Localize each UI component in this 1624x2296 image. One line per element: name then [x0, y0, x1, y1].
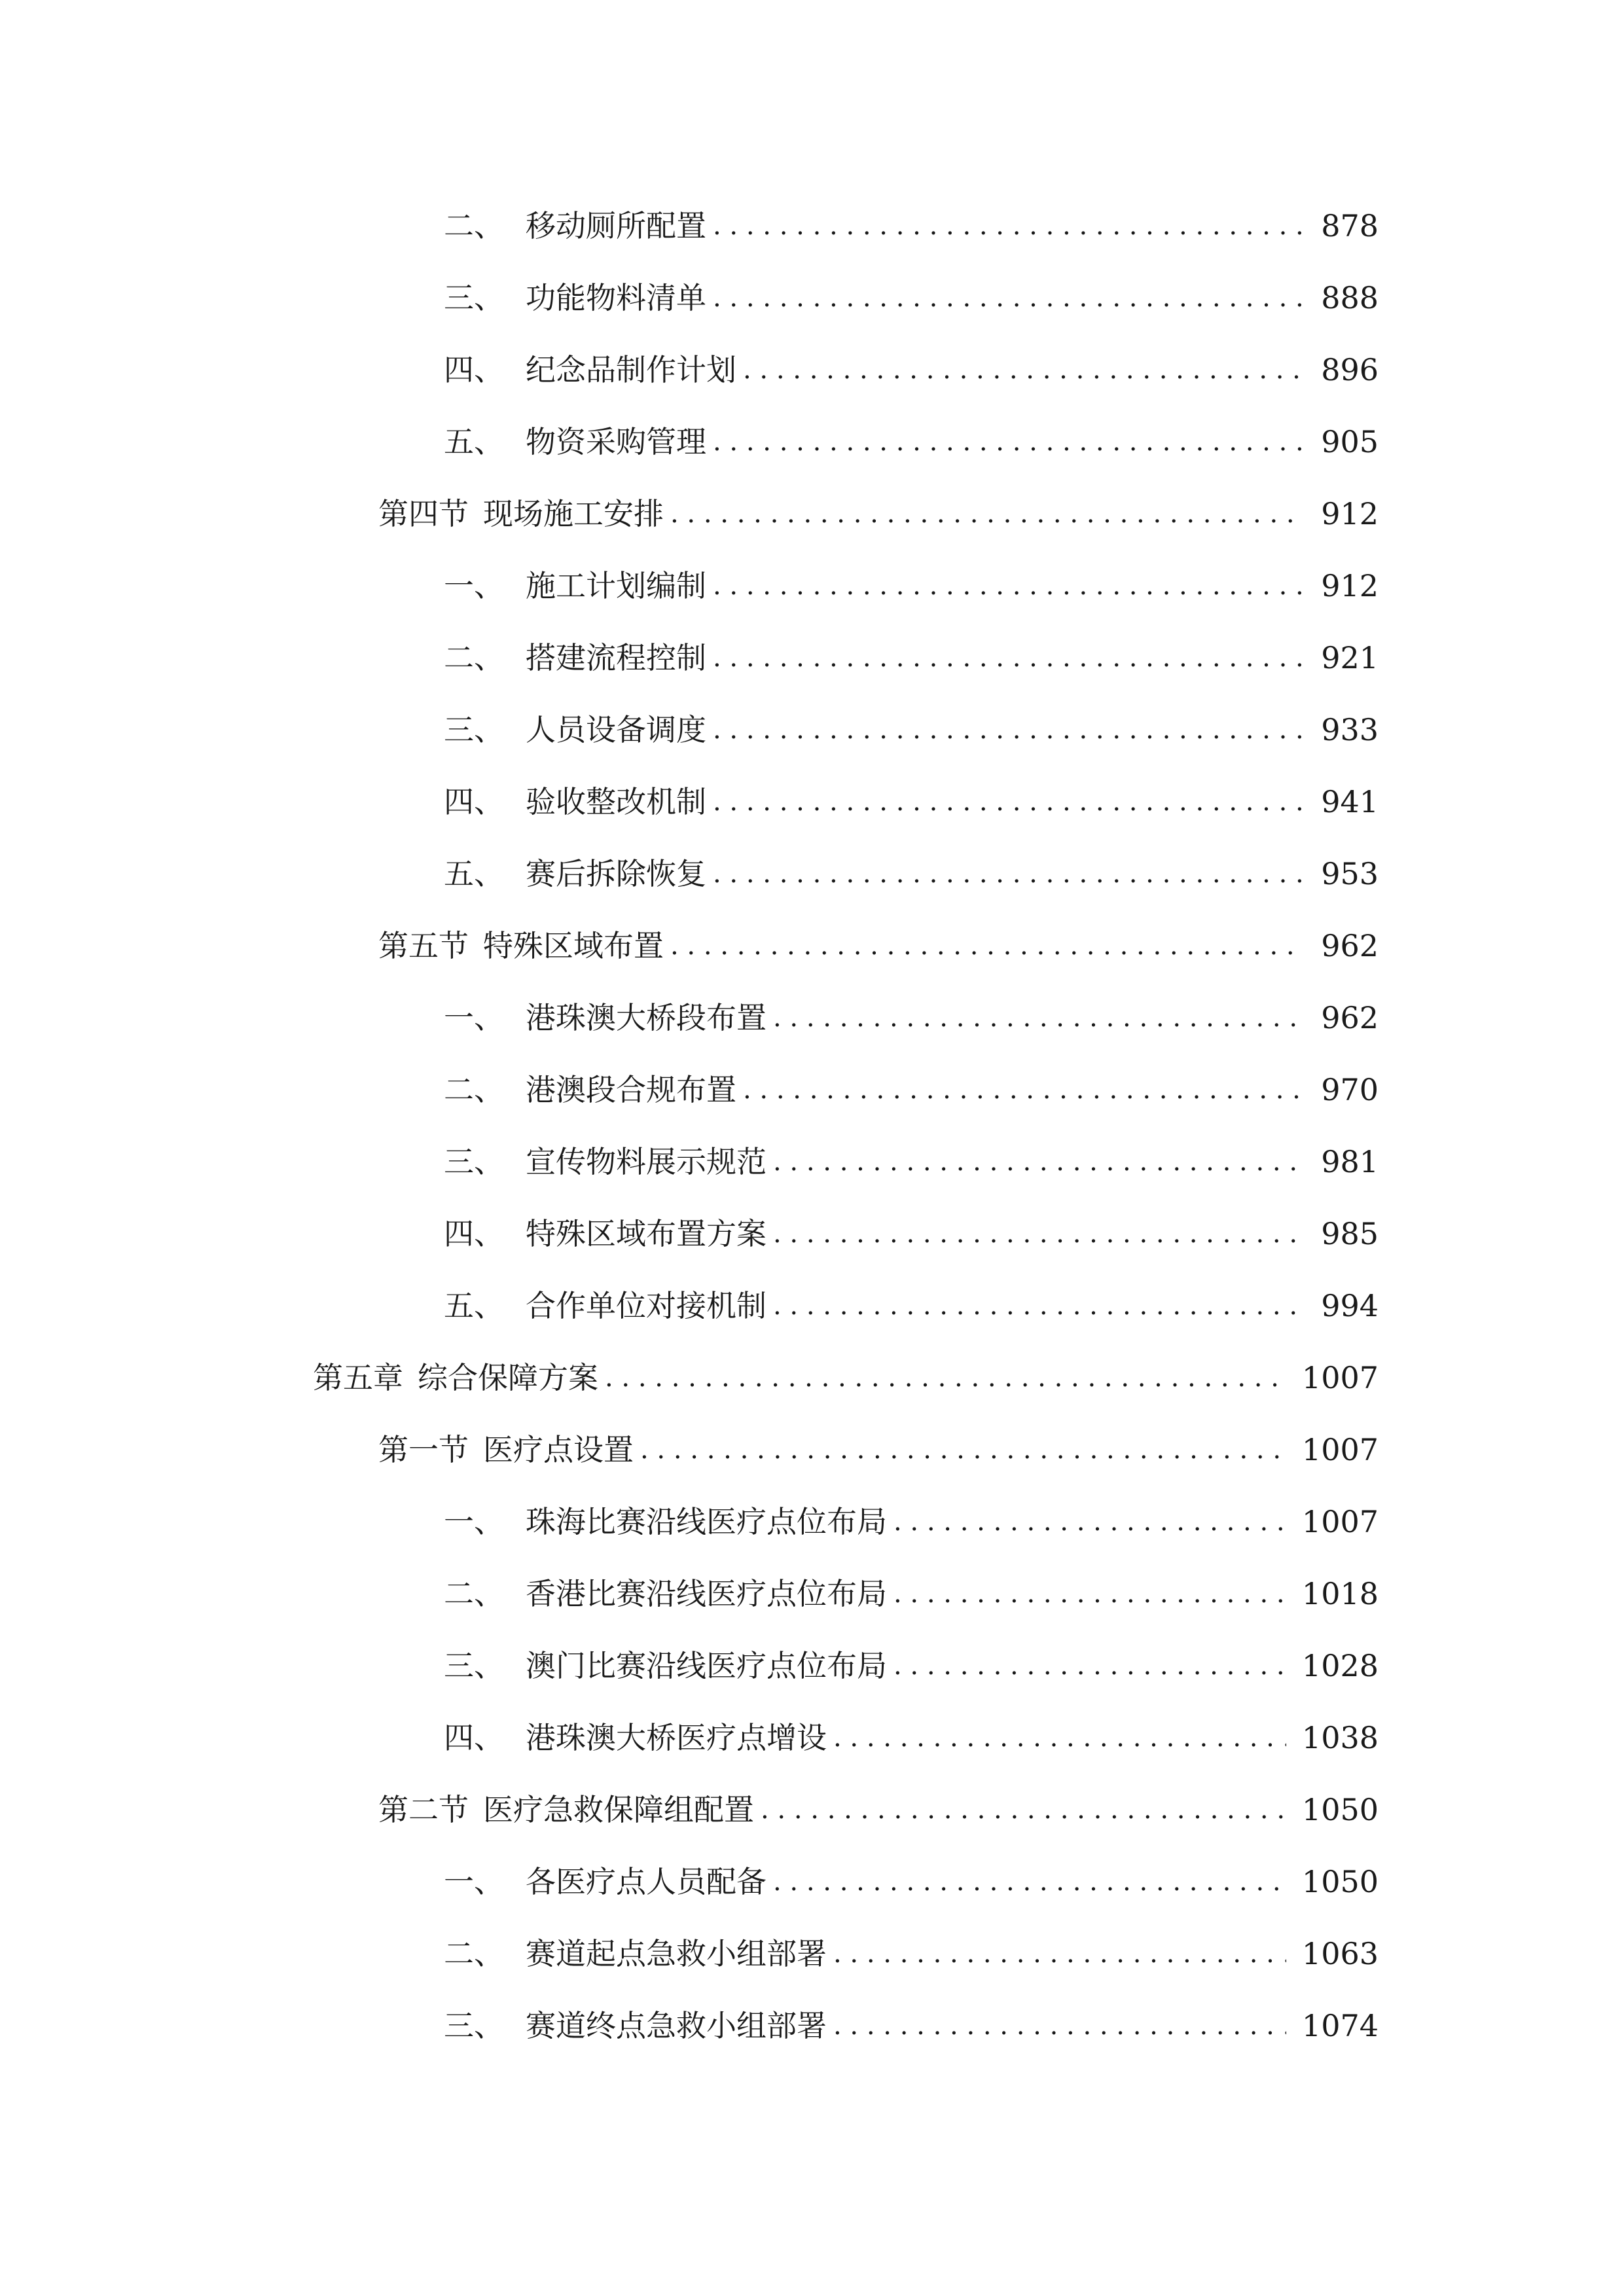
toc-entry-page: 1007 [1301, 1360, 1379, 1395]
toc-entry[interactable] [444, 1859, 1379, 1905]
toc-entry-title: 功能物料清单 [526, 280, 706, 315]
dot-leader [640, 1427, 1286, 1473]
dot-leader [713, 203, 1305, 249]
dot-leader [893, 1643, 1286, 1689]
dot-leader [713, 563, 1305, 609]
toc-entry-title: 各医疗点人员配备 [526, 1864, 767, 1899]
dot-leader [773, 1211, 1305, 1257]
dot-leader [833, 1715, 1286, 1761]
toc-entry-title: 珠海比赛沿线医疗点位布局 [526, 1504, 887, 1539]
toc-entry-title: 施工计划编制 [526, 568, 706, 603]
toc-entry-page: 994 [1321, 1288, 1379, 1323]
toc-entry-page: 1018 [1301, 1576, 1379, 1611]
toc-entry-number: 五、 [444, 856, 504, 891]
toc-entry-number: 第一节 [378, 1432, 469, 1467]
dot-leader [893, 1571, 1286, 1617]
toc-entry-number: 四、 [444, 1216, 504, 1251]
dot-leader [713, 635, 1305, 681]
toc-entry-page: 933 [1321, 712, 1379, 747]
toc-entry-title: 港珠澳大桥医疗点增设 [526, 1720, 827, 1755]
toc-entry-page: 905 [1321, 424, 1379, 459]
toc-entry-number: 一、 [444, 1864, 504, 1899]
dot-leader [773, 1859, 1286, 1905]
toc-entry-title: 验收整改机制 [526, 784, 706, 819]
toc-section-entry[interactable] [378, 1427, 1379, 1473]
toc-entry-title: 港澳段合规布置 [526, 1072, 736, 1107]
toc-entry-number: 五、 [444, 1288, 504, 1323]
toc-entry-page: 953 [1321, 856, 1379, 891]
toc-entry-page: 921 [1321, 640, 1379, 675]
toc-entry-number: 二、 [444, 1936, 504, 1971]
dot-leader [713, 275, 1305, 321]
toc-entry-number: 第二节 [378, 1792, 469, 1827]
dot-leader [743, 347, 1305, 393]
toc-entry[interactable] [444, 1139, 1379, 1185]
toc-entry-number: 第四节 [378, 496, 469, 531]
toc-entry-page: 1063 [1301, 1936, 1379, 1971]
toc-entry-number: 第五节 [378, 928, 469, 963]
dot-leader [713, 707, 1305, 753]
toc-entry-number: 五、 [444, 424, 504, 459]
toc-entry-number: 四、 [444, 784, 504, 819]
toc-entry[interactable] [444, 1499, 1379, 1545]
dot-leader [670, 923, 1305, 969]
toc-entry-title: 赛道终点急救小组部署 [526, 2008, 827, 2043]
toc-entry[interactable] [444, 1283, 1379, 1329]
toc-entry-page: 1050 [1301, 1864, 1379, 1899]
toc-entry-title: 搭建流程控制 [526, 640, 706, 675]
toc-entry-title: 医疗点设置 [483, 1432, 634, 1467]
toc-entry-title: 人员设备调度 [526, 712, 706, 747]
toc-entry[interactable] [444, 203, 1379, 249]
toc-entry-page: 970 [1321, 1072, 1379, 1107]
dot-leader [773, 1139, 1305, 1185]
toc-entry[interactable] [444, 1067, 1379, 1113]
toc-entry-title: 香港比赛沿线医疗点位布局 [526, 1576, 887, 1611]
dot-leader [713, 779, 1305, 825]
toc-entry-number: 四、 [444, 352, 504, 387]
toc-entry-number: 二、 [444, 208, 504, 243]
toc-entry-page: 888 [1321, 280, 1379, 315]
dot-leader [713, 851, 1305, 897]
toc-entry[interactable] [444, 1715, 1379, 1761]
toc-entry-page: 1038 [1301, 1720, 1379, 1755]
toc-entry[interactable] [444, 2003, 1379, 2049]
toc-section-entry[interactable] [378, 923, 1379, 969]
toc-entry-title: 澳门比赛沿线医疗点位布局 [526, 1648, 887, 1683]
dot-leader [833, 1931, 1286, 1977]
toc-entry[interactable] [444, 1571, 1379, 1617]
toc-entry[interactable] [444, 1643, 1379, 1689]
dot-leader [773, 1283, 1305, 1329]
toc-entry-page: 896 [1321, 352, 1379, 387]
toc-entry[interactable] [444, 563, 1379, 609]
toc-entry[interactable] [444, 995, 1379, 1041]
toc-entry-title: 纪念品制作计划 [526, 352, 736, 387]
toc-entry-title: 现场施工安排 [483, 496, 664, 531]
toc-entry-title: 特殊区域布置方案 [526, 1216, 767, 1251]
toc-entry[interactable] [444, 851, 1379, 897]
toc-entry-page: 985 [1321, 1216, 1379, 1251]
toc-entry-page: 1028 [1301, 1648, 1379, 1683]
toc-entry[interactable] [444, 707, 1379, 753]
toc-entry[interactable] [444, 1931, 1379, 1977]
dot-leader [833, 2003, 1286, 2049]
toc-entry[interactable] [444, 635, 1379, 681]
toc-entry-title: 移动厕所配置 [526, 208, 706, 243]
toc-entry-title: 特殊区域布置 [483, 928, 664, 963]
toc-entry-title: 宣传物料展示规范 [526, 1144, 767, 1179]
toc-entry[interactable] [444, 1211, 1379, 1257]
toc-entry-number: 一、 [444, 568, 504, 603]
toc-section-entry[interactable] [378, 491, 1379, 537]
toc-entry-title: 赛道起点急救小组部署 [526, 1936, 827, 1971]
toc-entry-title: 赛后拆除恢复 [526, 856, 706, 891]
toc-entry-number: 一、 [444, 1504, 504, 1539]
toc-entry[interactable] [444, 779, 1379, 825]
toc-entry-page: 1007 [1301, 1432, 1379, 1467]
toc-entry-page: 941 [1321, 784, 1379, 819]
toc-entry-page: 1007 [1301, 1504, 1379, 1539]
toc-entry-number: 三、 [444, 1648, 504, 1683]
toc-entry-page: 1074 [1301, 2008, 1379, 2043]
dot-leader [743, 1067, 1305, 1113]
dot-leader [761, 1787, 1286, 1833]
toc-entry-title: 医疗急救保障组配置 [483, 1792, 754, 1827]
toc-entry[interactable] [444, 419, 1379, 465]
toc-entry-number: 三、 [444, 712, 504, 747]
toc-section-entry[interactable] [378, 1787, 1379, 1833]
toc-entry-number: 三、 [444, 2008, 504, 2043]
toc-entry-number: 四、 [444, 1720, 504, 1755]
toc-entry-page: 981 [1321, 1144, 1379, 1179]
toc-entry-title: 综合保障方案 [418, 1360, 598, 1395]
toc-entry-number: 一、 [444, 1000, 504, 1035]
toc-entry-title: 港珠澳大桥段布置 [526, 1000, 767, 1035]
toc-entry-number: 二、 [444, 1072, 504, 1107]
toc-entry-page: 1050 [1301, 1792, 1379, 1827]
toc-entry-number: 二、 [444, 1576, 504, 1611]
toc-entry-title: 合作单位对接机制 [526, 1288, 767, 1323]
dot-leader [670, 491, 1305, 537]
toc-chapter-entry[interactable] [313, 1355, 1379, 1401]
dot-leader [893, 1499, 1286, 1545]
toc-entry-title: 物资采购管理 [526, 424, 706, 459]
toc-entry-number: 第五章 [313, 1360, 403, 1395]
dot-leader [605, 1355, 1286, 1401]
toc-entry-page: 878 [1321, 208, 1379, 243]
dot-leader [713, 419, 1305, 465]
toc-entry-page: 912 [1321, 568, 1379, 603]
toc-entry-page: 962 [1321, 928, 1379, 963]
toc-entry-number: 三、 [444, 1144, 504, 1179]
toc-entry-number: 二、 [444, 640, 504, 675]
toc-entry-page: 912 [1321, 496, 1379, 531]
toc-entry[interactable] [444, 347, 1379, 393]
dot-leader [773, 995, 1305, 1041]
toc-entry[interactable] [444, 275, 1379, 321]
toc-entry-page: 962 [1321, 1000, 1379, 1035]
toc-entry-number: 三、 [444, 280, 504, 315]
